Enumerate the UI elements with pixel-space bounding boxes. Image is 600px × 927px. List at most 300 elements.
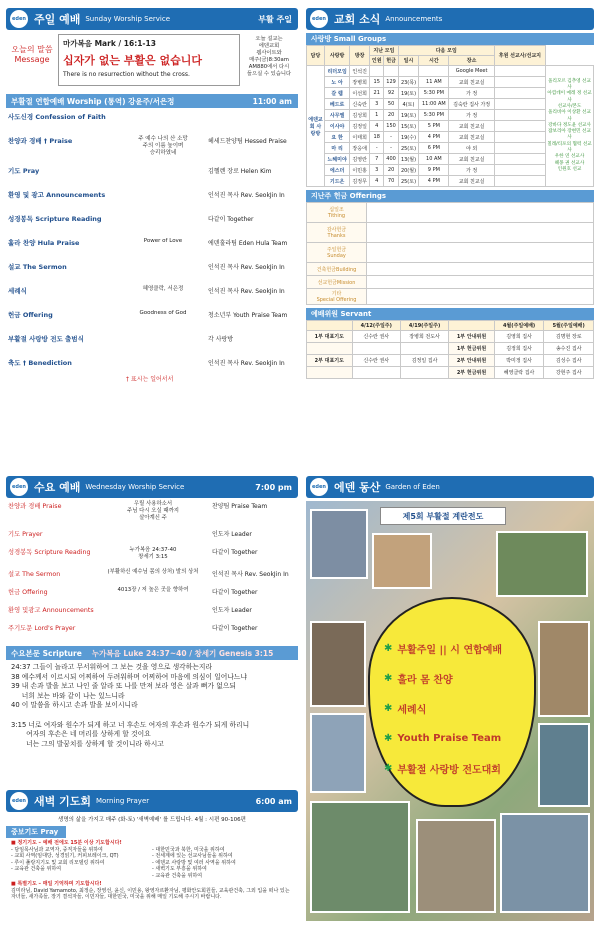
table-cell: 2부 헌금위원 (449, 367, 495, 379)
garden-title-ko: 에덴 동산 (334, 481, 381, 494)
wednesday-time: 7:00 pm (255, 482, 292, 492)
order-item-leader: 헤세드찬양팀 Hessed Praise (208, 138, 287, 145)
table-header-cell (449, 321, 495, 331)
garden-panel (306, 476, 594, 922)
table-cell: 김정희 집사 (494, 343, 544, 355)
table-cell: 4 (370, 121, 384, 132)
table-cell: 5:30 PM (419, 88, 449, 99)
table-cell: 리더모임 (325, 66, 350, 77)
eden-logo: eden (10, 792, 28, 810)
order-item-name: 기도 Prayer (8, 531, 43, 538)
table-cell: 김영희 집사 (494, 331, 544, 343)
order-item-name: 기도 Pray (8, 167, 40, 175)
order-item-detail: 혜영클락, 서은정 (142, 286, 184, 292)
highlight-text: 훌라 몸 찬양 (397, 674, 453, 686)
order-item-detail: 주 예수 나의 산 소망 주의 이름 높이며 승리하였네 (138, 136, 188, 156)
table-cell: 400 (384, 154, 398, 165)
prayer-item: - 전세계에 있는 선교사님들을 위하여 (152, 853, 233, 859)
table-cell: 김명현 장로 (544, 331, 594, 343)
table-cell: 3 (370, 165, 384, 176)
wednesday-title-ko: 수요 예배 (34, 481, 81, 494)
table-header-cell: 후원 선교사/선교지 (494, 46, 545, 66)
garden-header (306, 476, 594, 498)
prayer-item: - 교육관 건축을 위하여 (152, 872, 203, 879)
table-header-cell: 담당 (307, 46, 325, 66)
table-header-row (307, 321, 594, 331)
table-header-cell: 인원 (370, 56, 384, 66)
table-header-cell: 헌금 (384, 56, 398, 66)
offering-label: 감사헌금 Thanks (307, 223, 367, 243)
star-icon: ✱ (384, 672, 393, 684)
scripture-line: 24:37 그들이 놀라고 무서워하여 그 보는 것을 영으로 생각하는지라 (11, 663, 213, 671)
table-row (307, 223, 594, 243)
order-item-leader: 다같이 Together (212, 625, 258, 632)
missionary-item: 강바다 정도윤 선교사 (548, 122, 591, 128)
garden-title-en: Garden of Eden (385, 483, 440, 491)
table-cell: 150 (384, 121, 398, 132)
table-cell: - (370, 143, 384, 154)
table-cell: - (384, 132, 398, 143)
scripture-bar: 수요본문 Scripture 누가복음 Luke 24:37~40 / 창세기 Genesis 3:15 (6, 646, 298, 660)
table-cell: - (384, 143, 398, 154)
message-ref: 마가복음 Mark / 16:1-13 (63, 39, 156, 48)
photo-tile (310, 509, 368, 579)
table-cell: 마 리 (325, 143, 350, 154)
table-cell: 갈 렙 (325, 88, 350, 99)
table-cell: 김정일 집사 (400, 355, 448, 367)
eden-logo: eden (310, 478, 328, 496)
table-header-cell: 5월(주일예배) (544, 321, 594, 331)
order-row (8, 605, 296, 623)
table-cell (384, 66, 398, 77)
order-item-leader: 인석진 목사 Rev. SeokJin In (212, 571, 289, 578)
news-title-en: Announcements (385, 15, 443, 23)
table-cell: Google Meet (449, 66, 494, 77)
eden-logo: eden (10, 478, 28, 496)
order-item-name: 세례식 (8, 287, 27, 295)
table-cell (400, 367, 448, 379)
table-cell: 김영란 (350, 154, 370, 165)
message-box (6, 34, 298, 86)
highlight-item (384, 663, 524, 693)
wednesday-header (6, 476, 298, 498)
table-cell: 21 (370, 88, 384, 99)
table-cell: 김정무 (350, 176, 370, 187)
morning-subtitle: 생명의 삶을 가지고 매주 (화-토) '새벽예배' 를 드립니다. 4월 : 시편 90-106편 (58, 817, 246, 823)
table-cell: 이민홍 (350, 165, 370, 176)
order-row (8, 136, 296, 166)
table-cell: 혜영클락 집사 (494, 367, 544, 379)
table-cell: 교회 친교실 (449, 176, 494, 187)
table-cell: 15(토) (398, 121, 418, 132)
order-item-detail: 우릴 사용하소서 주님 다시 오실 때까지 살아계신 주 (126, 501, 179, 521)
table-header-cell: 4/19(주일주) (400, 321, 448, 331)
order-row (8, 310, 296, 334)
missionary-item: 선교사/본도 (557, 103, 582, 109)
table-cell: 11 AM (419, 77, 449, 88)
missionary-item: 잡보리아 장현민 선교사 (548, 129, 591, 141)
order-item-leader: 인석진 목사 Rev. SeokJin In (208, 360, 285, 367)
missionary-item: 우한 연 선교사 (554, 154, 585, 160)
missionary-item: 헤몽 권 선교사 (554, 160, 585, 166)
missionary-item: 인원호 선교 (557, 166, 582, 172)
special-prayer-text: 김미라님, David Yamamoto, 최정순, 장영선, 윤신, 이민용, 왕영자르환자님, 평화안도회원들, 교육관건축, 그외 입을 떠나 있는 자녀들, 새가족들, 장기 결석자들, 이민자들, 대한민국, 미국을 위해 매일 기도해 주시기 바랍니다. (11, 887, 290, 900)
table-cell (400, 343, 448, 355)
photo-tile (372, 533, 432, 589)
order-item-leader: 청소년부 Youth Praise Team (208, 312, 288, 319)
table-cell: 4 (370, 176, 384, 187)
order-row (8, 547, 296, 569)
table-cell: 1부 헌금위원 (449, 343, 495, 355)
offering-amount (367, 203, 594, 223)
highlight-item (384, 723, 524, 753)
offering-amount (367, 263, 594, 276)
table-cell: 18 (370, 132, 384, 143)
order-row (8, 569, 296, 587)
offering-amount (367, 276, 594, 289)
highlight-item (384, 693, 524, 723)
order-item-detail: (부활하신 예수님 몸의 상처) 발의 상처 (107, 569, 199, 575)
table-header-cell (307, 321, 353, 331)
table-cell: 3 (370, 99, 384, 110)
order-item-leader: 각 사랑방 (208, 336, 234, 343)
prayer-item: - 새벽기도 부흥을 위하여 (152, 866, 207, 872)
eden-logo: eden (10, 10, 28, 28)
event-banner: 제5회 부활절 계란전도 (380, 507, 506, 525)
message-label-en: Message (14, 55, 50, 64)
sunday-subheader: 부활절 연합예배 Worship (통역) 강윤주/서은정 11:00 am (6, 94, 298, 108)
table-cell: 기드온 (325, 176, 350, 187)
morning-panel (6, 790, 298, 922)
order-item-leader: 김헬렌 장로 Helen Kim (208, 168, 272, 175)
prayer-item: - 대한민국과 북한, 미국을 위하여 (152, 846, 225, 853)
photo-tile (416, 819, 496, 913)
highlight-text: 부활절 사랑방 전도대회 (397, 764, 501, 776)
table-cell (352, 367, 400, 379)
offerings-header: 지난주 헌금 Offerings (306, 190, 594, 202)
order-item-leader: 찬양팀 Praise Team (212, 503, 268, 510)
star-icon: ✱ (384, 642, 393, 654)
message-label-ko: 오늘의 말씀 (11, 45, 53, 54)
sunday-header-right: 부활 주일 (258, 14, 292, 24)
wednesday-order-list (6, 498, 298, 644)
table-cell (494, 154, 545, 165)
order-item-leader: 인도자 Leader (212, 531, 252, 538)
missionary-cell (546, 66, 594, 187)
table-cell: 5:30 PM (419, 110, 449, 121)
table-cell: 야 외 (449, 143, 494, 154)
table-header-cell: 일시 (398, 56, 418, 66)
highlight-item (384, 633, 524, 663)
photo-tile (310, 801, 410, 913)
order-row (8, 214, 296, 238)
table-cell (494, 143, 545, 154)
sunday-order-list (6, 108, 298, 387)
message-note: 오늘 설교는 에덴교회 웹사이트와 매주(금)8:30am AM880에서 다시 들으실 수 있습니다 (246, 36, 292, 77)
scripture-text (6, 660, 298, 752)
highlight-card (368, 597, 536, 807)
table-cell: 19(수) (398, 132, 418, 143)
table-cell (494, 132, 545, 143)
order-row (8, 587, 296, 605)
table-cell: 장병희 (350, 77, 370, 88)
order-item-name: 성경봉독 Scripture Reading (8, 549, 91, 556)
table-cell (419, 66, 449, 77)
scripture-line: 38 예수께서 이르시되 어찌하여 두려워하며 어찌하여 마음에 의심이 일어나느냐 (11, 672, 248, 681)
order-item-name: 찬양과 경배 Praise (8, 503, 62, 510)
table-cell: 20(월) (398, 165, 418, 176)
table-cell: 19(토) (398, 110, 418, 121)
table-cell: 92 (384, 88, 398, 99)
table-cell: 25(토) (398, 176, 418, 187)
table-header-cell: 지난 모임 (370, 46, 399, 56)
table-cell: 2부 대표기도 (307, 355, 353, 367)
table-cell: 129 (384, 77, 398, 88)
table-cell (494, 176, 545, 187)
table-cell: 신수란 권사 (352, 355, 400, 367)
eden-logo: eden (310, 10, 328, 28)
photo-tile (538, 621, 590, 717)
photo-tile (500, 813, 590, 913)
table-header-cell: 장소 (449, 56, 494, 66)
table-row (307, 367, 594, 379)
news-title-ko: 교회 소식 (334, 13, 381, 26)
table-row (307, 66, 594, 77)
table-cell: 장응애 (350, 143, 370, 154)
order-item-detail: Power of Love (143, 238, 183, 244)
order-item-name: 헌금 Offering (8, 589, 48, 596)
table-cell: 강현주 집사 (544, 367, 594, 379)
table-cell: 베드로 (325, 99, 350, 110)
photo-tile (310, 713, 366, 793)
table-row (307, 289, 594, 305)
order-item-detail: 4013장 / 저 높은 곳을 향하여 (117, 587, 189, 593)
order-item-name: 설교 The Sermon (8, 263, 67, 271)
scripture-line: 너희 보는 바와 같이 나는 있느니라 (11, 691, 125, 700)
table-cell: 20 (384, 110, 398, 121)
offering-amount (367, 243, 594, 263)
message-title-ko: 십자가 없는 부활은 없습니다 (63, 54, 202, 67)
order-item-name: 부활절 사랑방 전도 출범식 (8, 335, 84, 343)
table-cell: 이사야 (325, 121, 350, 132)
regular-prayer-right (152, 847, 293, 880)
offering-label: 주일헌금 Sunday (307, 243, 367, 263)
table-cell: 7 (370, 154, 384, 165)
order-item-leader: 인석진 목사 Rev. SeokJin In (208, 264, 285, 271)
star-icon: ✱ (384, 762, 393, 774)
offering-label: 선교헌금Mission (307, 276, 367, 289)
prayer-item: - 에덴교 사랑방 및 여러 사역을 위하여 (152, 859, 236, 866)
wednesday-panel (6, 476, 298, 776)
table-cell (307, 343, 353, 355)
table-cell: 신수란 권사 (352, 331, 400, 343)
order-item-leader: 인도자 Leader (212, 607, 252, 614)
table-header-cell: 4월(주일예배) (494, 321, 544, 331)
smallgroups-header: 사랑방 Small Groups (306, 33, 594, 45)
table-cell (494, 99, 545, 110)
stand-note: † 표시는 일어서서 (126, 376, 174, 383)
smallgroups-side-label: 에덴교회 사랑방 (307, 66, 325, 187)
sunday-title-en: Sunday Worship Service (85, 15, 170, 23)
star-icon: ✱ (384, 732, 393, 744)
table-header-row (307, 46, 594, 56)
table-row (307, 276, 594, 289)
special-prayer-title: ■ 특별기도 – 매일 기억하며 기도합시다! (11, 881, 102, 887)
table-cell (494, 66, 545, 77)
order-row (8, 358, 296, 382)
table-cell: 9 PM (419, 165, 449, 176)
order-item-name: 헌금 Offering (8, 311, 53, 319)
table-cell: 11:00 AM (419, 99, 449, 110)
table-cell: 박미정 집사 (494, 355, 544, 367)
highlight-item (384, 753, 524, 783)
table-header-cell: 4/12(주일주) (352, 321, 400, 331)
order-row (8, 623, 296, 641)
order-row (8, 501, 296, 529)
scripture-line: 40 이 말씀을 하시고 손과 발을 보이시니라 (11, 701, 138, 710)
order-item-name: 사도신경 Confession of Faith (8, 113, 106, 121)
news-header (306, 8, 594, 30)
order-item-name: 주기도문 Lord's Prayer (8, 625, 76, 632)
order-row (8, 529, 296, 547)
highlight-list (384, 633, 524, 783)
scripture-line: 39 내 손과 발을 보고 나인 줄 알라 또 나를 만져 보라 영은 살과 뼈가 없으되 (11, 682, 236, 691)
offering-amount (367, 223, 594, 243)
offering-label: 기타 Special Offering (307, 289, 367, 305)
table-cell: 70 (384, 176, 398, 187)
star-icon: ✱ (384, 702, 393, 714)
table-cell: 김성희 (350, 110, 370, 121)
wednesday-title-en: Wednesday Worship Service (85, 483, 185, 491)
table-cell: 이선희 (350, 88, 370, 99)
order-item-name: 훌라 찬양 Hula Praise (8, 239, 80, 247)
offerings-table (306, 202, 594, 305)
table-cell: 교회 친교실 (449, 154, 494, 165)
table-cell (494, 121, 545, 132)
table-header-cell: 시간 (419, 56, 449, 66)
table-cell: 6 PM (419, 143, 449, 154)
missionary-item: 올리비아 이상환 선교사 (548, 110, 591, 122)
photo-tile (496, 531, 588, 597)
servant-header: 예배위원 Servant (306, 308, 594, 320)
table-header-cell: 사랑방 (325, 46, 350, 66)
highlight-text: 세례식 (397, 704, 427, 716)
table-cell: 19(토) (398, 88, 418, 99)
scripture-line: 너는 그의 발꿈치를 상하게 할 것이니라 하시고 (11, 739, 164, 748)
prayer-item: - 교육관 건축을 위하여 (11, 866, 62, 872)
offering-label: 건축헌금Building (307, 263, 367, 276)
table-cell (370, 66, 384, 77)
table-row (307, 355, 594, 367)
missionary-item: 칠레/티포의 협력 선교사 (547, 141, 592, 154)
table-cell: 인석진 (350, 66, 370, 77)
table-cell: 에스더 (325, 165, 350, 176)
order-row (8, 334, 296, 358)
table-cell: 가 정 (449, 88, 494, 99)
table-cell (307, 367, 353, 379)
missionary-item: 아낌데이 예레 정 선교사 (547, 91, 592, 103)
photo-collage (306, 501, 594, 921)
table-cell: 2부 안내위원 (449, 355, 495, 367)
table-cell: 느헤미야 (325, 154, 350, 165)
table-cell: 20 (384, 165, 398, 176)
sunday-panel (6, 8, 298, 438)
offering-amount (367, 289, 594, 305)
prayer-item: - 교회 사역(임대당, 성경읽기, 커피브레이크, QT) (11, 853, 119, 859)
order-row (8, 286, 296, 310)
photo-tile (310, 621, 366, 707)
photo-tile (538, 723, 590, 807)
table-cell: 이태희 (350, 132, 370, 143)
table-cell: 4 PM (419, 132, 449, 143)
table-header-cell: 방장 (350, 46, 370, 66)
order-item-name: 설교 The Sermon (8, 571, 61, 578)
table-cell: 송수진 집사 (544, 343, 594, 355)
table-header-cell: 다음 모임 (398, 46, 494, 56)
order-item-name: 축도 † Benediction (8, 359, 72, 367)
order-item-detail: 누가복음 24:37-40 창세기 3:15 (129, 547, 177, 560)
table-cell: 15 (370, 77, 384, 88)
servant-table (306, 320, 594, 379)
offering-label: 십일조 Tithing (307, 203, 367, 223)
order-item-name: 환영 및 광고 Announcements (8, 191, 106, 199)
highlight-text: Youth Praise Team (397, 732, 502, 744)
table-cell (494, 77, 545, 88)
table-cell (494, 165, 545, 176)
table-cell: 신숙란 (350, 99, 370, 110)
order-item-name: 환영 및광고 Announcements (8, 607, 94, 614)
missionary-item: 올리모르 김추영 선교사 (548, 78, 591, 91)
sunday-header (6, 8, 298, 30)
table-cell: 4 PM (419, 176, 449, 187)
table-cell (398, 66, 418, 77)
order-item-name: 성경봉독 Scripture Reading (8, 215, 102, 223)
table-cell: 김숙란 집사 가정 (449, 99, 494, 110)
table-cell: 교회 친교실 (449, 121, 494, 132)
order-item-leader: 다같이 Together (212, 589, 258, 596)
table-cell: 50 (384, 99, 398, 110)
order-item-leader: 인석진 목사 Rev. SeokJin In (208, 288, 285, 295)
regular-prayer-left (11, 847, 152, 880)
order-item-detail: Goodness of God (139, 310, 187, 316)
table-cell: 13(월) (398, 154, 418, 165)
scripture-line: 3:15 너로 여자와 원수가 되게 하고 너 후손도 여자의 후손과 원수가 되게 하리니 (11, 720, 250, 729)
table-cell: 1부 안내위원 (449, 331, 495, 343)
morning-time: 6:00 am (255, 796, 292, 806)
table-cell: 김정일 (350, 121, 370, 132)
morning-header (6, 790, 298, 812)
pray-label: 중보기도 Pray (6, 826, 66, 838)
order-row (8, 238, 296, 262)
table-cell: 요 한 (325, 132, 350, 143)
order-item-name: 찬양과 경배 † Praise (8, 137, 73, 145)
morning-title-en: Morning Prayer (95, 797, 150, 805)
table-cell: 1 (370, 110, 384, 121)
table-cell: 김성수 집사 (544, 355, 594, 367)
table-cell (494, 88, 545, 99)
prayer-item: - 담임목사님과 교역자, 중직자들을 위하여 (11, 846, 103, 853)
table-cell: 교회 친교실 (449, 77, 494, 88)
table-cell: 사무엘 (325, 110, 350, 121)
order-row (8, 190, 296, 214)
table-cell: 25(토) (398, 143, 418, 154)
table-row (307, 343, 594, 355)
order-item-leader: 에덴훌라팀 Eden Hula Team (208, 240, 288, 247)
table-cell: 1부 대표기도 (307, 331, 353, 343)
order-item-leader: 다같이 Together (208, 216, 254, 223)
table-row (307, 263, 594, 276)
table-cell: 23(목) (398, 77, 418, 88)
